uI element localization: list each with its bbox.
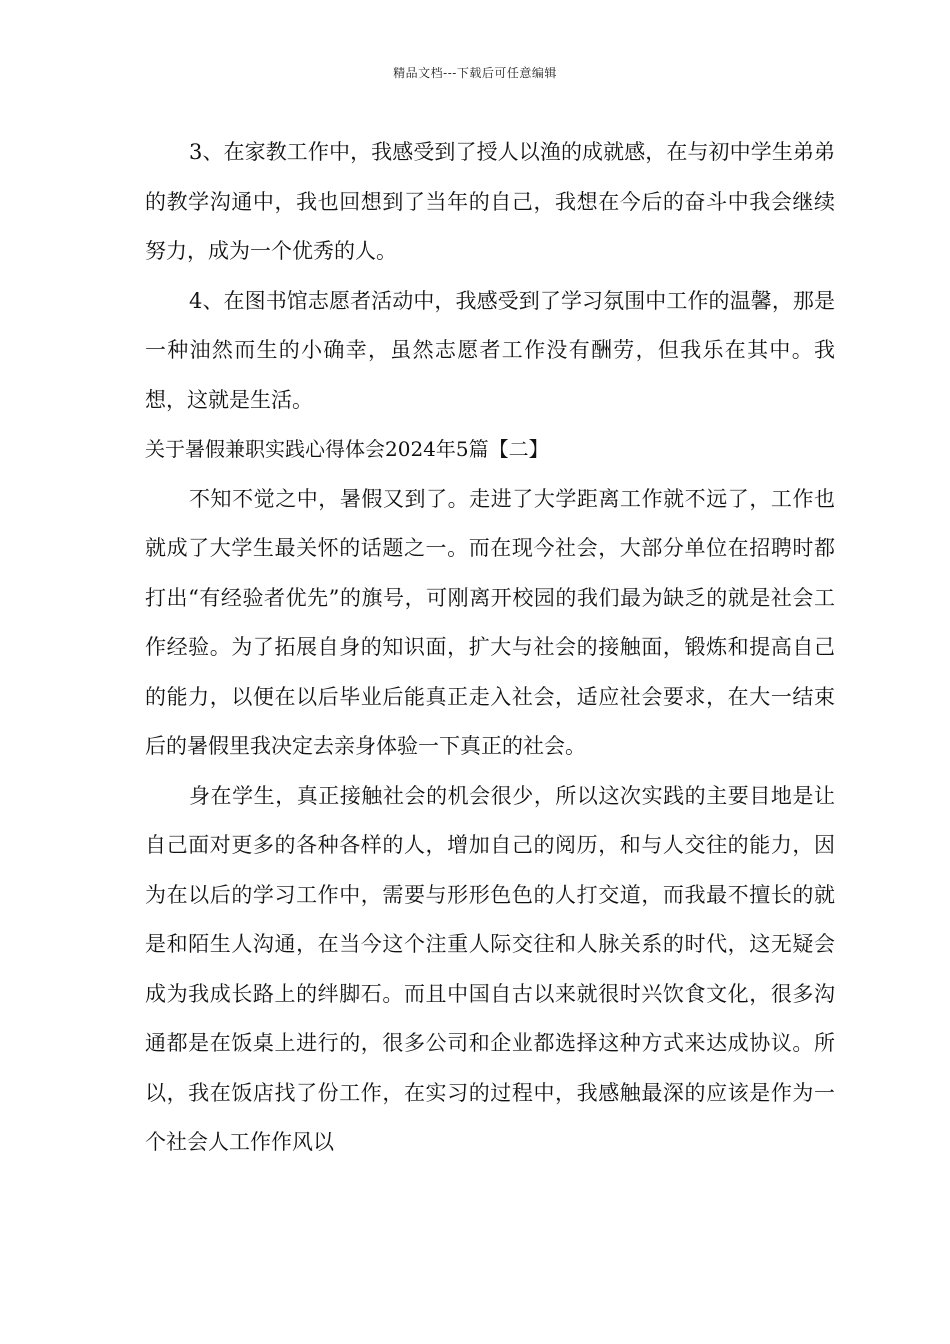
section-paragraph-2: 身在学生，真正接触社会的机会很少，所以这次实践的主要目地是让自己面对更多的各种各样的人，增加自己的阅历，和与人交往的能力，因为在以后的学习工作中，需要与形形色色的人打交道，而我最不擅长的就是和陌生人沟通，在当今这个注重人际交往和人脉关系的时代，这无疑会成为我成长路上的绊脚石。而且中国自古以来就很时兴饮食文化，很多沟通都是在饭桌上进行的，很多公司和企业都选择这种方式来达成协议。所以，我在饭店找了份工作，在实习的过程中，我感触最深的应该是作为一个社会人工作作风以 bbox=[145, 783, 835, 1154]
section-title: 关于暑假兼职实践心得体会2024年5篇【二】 bbox=[145, 437, 549, 461]
document-body bbox=[145, 128, 835, 1168]
paragraph-item-3: 3、在家教工作中，我感受到了授人以渔的成就感，在与初中学生弟弟的教学沟通中，我也回想到了当年的自己，我想在今后的奋斗中我会继续努力，成为一个优秀的人。 bbox=[145, 140, 835, 263]
paragraph-item-4: 4、在图书馆志愿者活动中，我感受到了学习氛围中工作的温馨，那是一种油然而生的小确幸，虽然志愿者工作没有酬劳，但我乐在其中。我想，这就是生活。 bbox=[145, 288, 835, 412]
page-header: 精品文档---下载后可任意编辑 bbox=[393, 66, 557, 80]
section-paragraph-1: 不知不觉之中，暑假又到了。走进了大学距离工作就不远了，工作也就成了大学生最关怀的话题之一。而在现今社会，大部分单位在招聘时都打出“有经验者优先”的旗号，可刚离开校园的我们最为缺乏的就是社会工作经验。为了拓展自身的知识面，扩大与社会的接触面，锻炼和提高自己的能力，以便在以后毕业后能真正走入社会，适应社会要求，在大一结束后的暑假里我决定去亲身体验一下真正的社会。 bbox=[145, 486, 835, 758]
